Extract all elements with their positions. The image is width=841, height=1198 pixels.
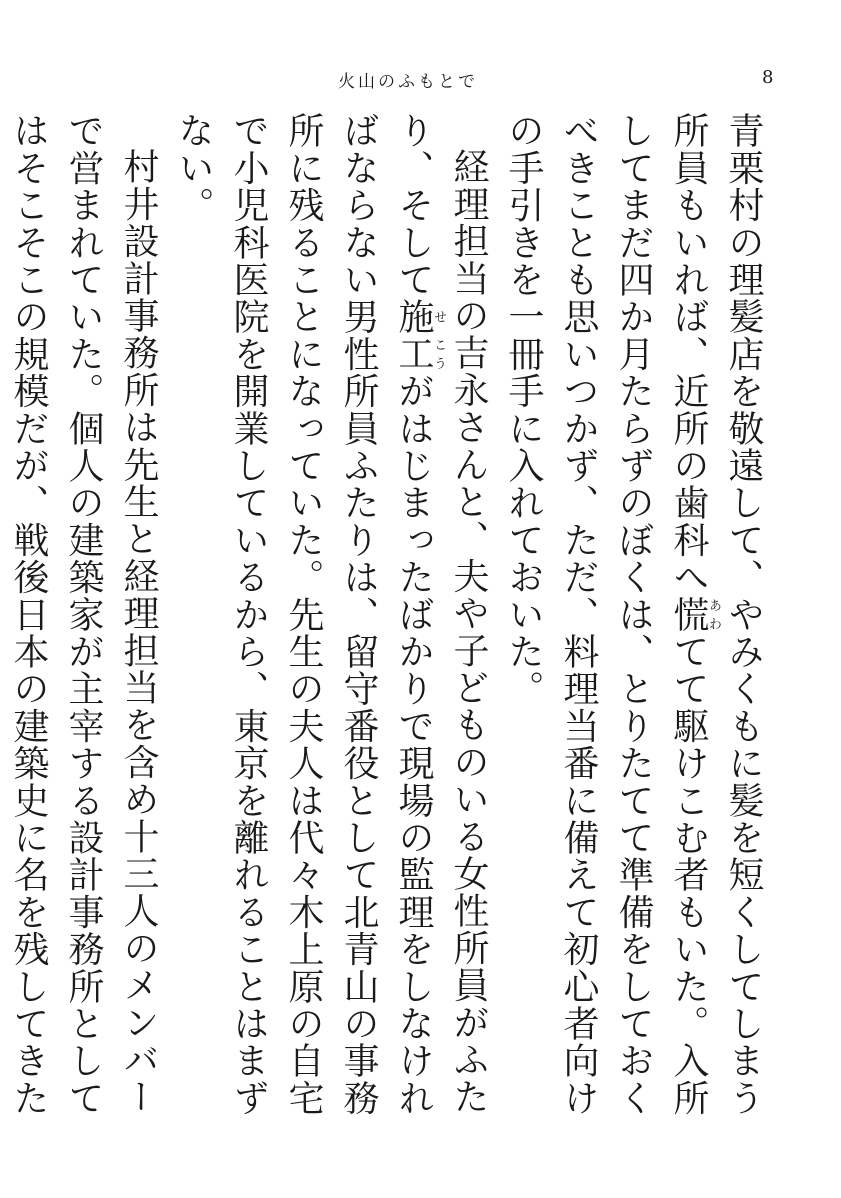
paragraph-1-text-b: てて駆けこむ者もいた。入所してまだ四か月たらずのぼくは、とりたてて準備をしておくべきことも思いつかず、ただ、料理当番に備えて初心者向けの手引きを一冊手に入れておいた。: [503, 112, 709, 1117]
page-number: 8: [762, 67, 774, 88]
ruby-ko-reading: こう: [431, 335, 446, 373]
ruby-se: [393, 298, 446, 336]
paragraph-2-text-b: がはじまったばかりで現場の監理をしなければならない男性所員ふたりは、留守番役として北青山の事務所に残ることになっていた。先生の夫人は代々木上原の自宅で小児科医院を開業しているから、東京を離れることはまずない。: [173, 112, 434, 1117]
ruby-awa-base: 慌: [668, 595, 709, 633]
paragraph-1: [496, 112, 771, 1122]
ruby-ko: [393, 335, 446, 373]
ruby-awa: [668, 595, 721, 633]
paragraph-2: [166, 112, 496, 1122]
ruby-se-reading: せ: [431, 298, 446, 336]
ruby-se-base: 施: [393, 298, 434, 336]
running-title: 火山のふもとで: [338, 72, 478, 92]
running-head: [0, 67, 841, 97]
ruby-ko-base: 工: [393, 335, 434, 373]
paragraph-2-text-a: 経理担当の吉永さんと、夫や子どものいる女性所員がふたり、そして: [393, 112, 489, 1116]
ruby-awa-reading: あわ: [706, 595, 721, 633]
paragraph-3: 村井設計事務所は先生と経理担当を含め十三人のメンバーで営まれていた。個人の建築家が主宰する設計事務所としてはそこそこの規模だが、戦後日本の建築史に名を残してきた: [8, 112, 159, 1117]
body-text: [8, 112, 771, 1122]
paragraph-1-text-a: 青栗村の理髪店を敬遠して、やみくもに髪を短くしてしまう所員もいれば、近所の歯科へ: [668, 112, 764, 1117]
